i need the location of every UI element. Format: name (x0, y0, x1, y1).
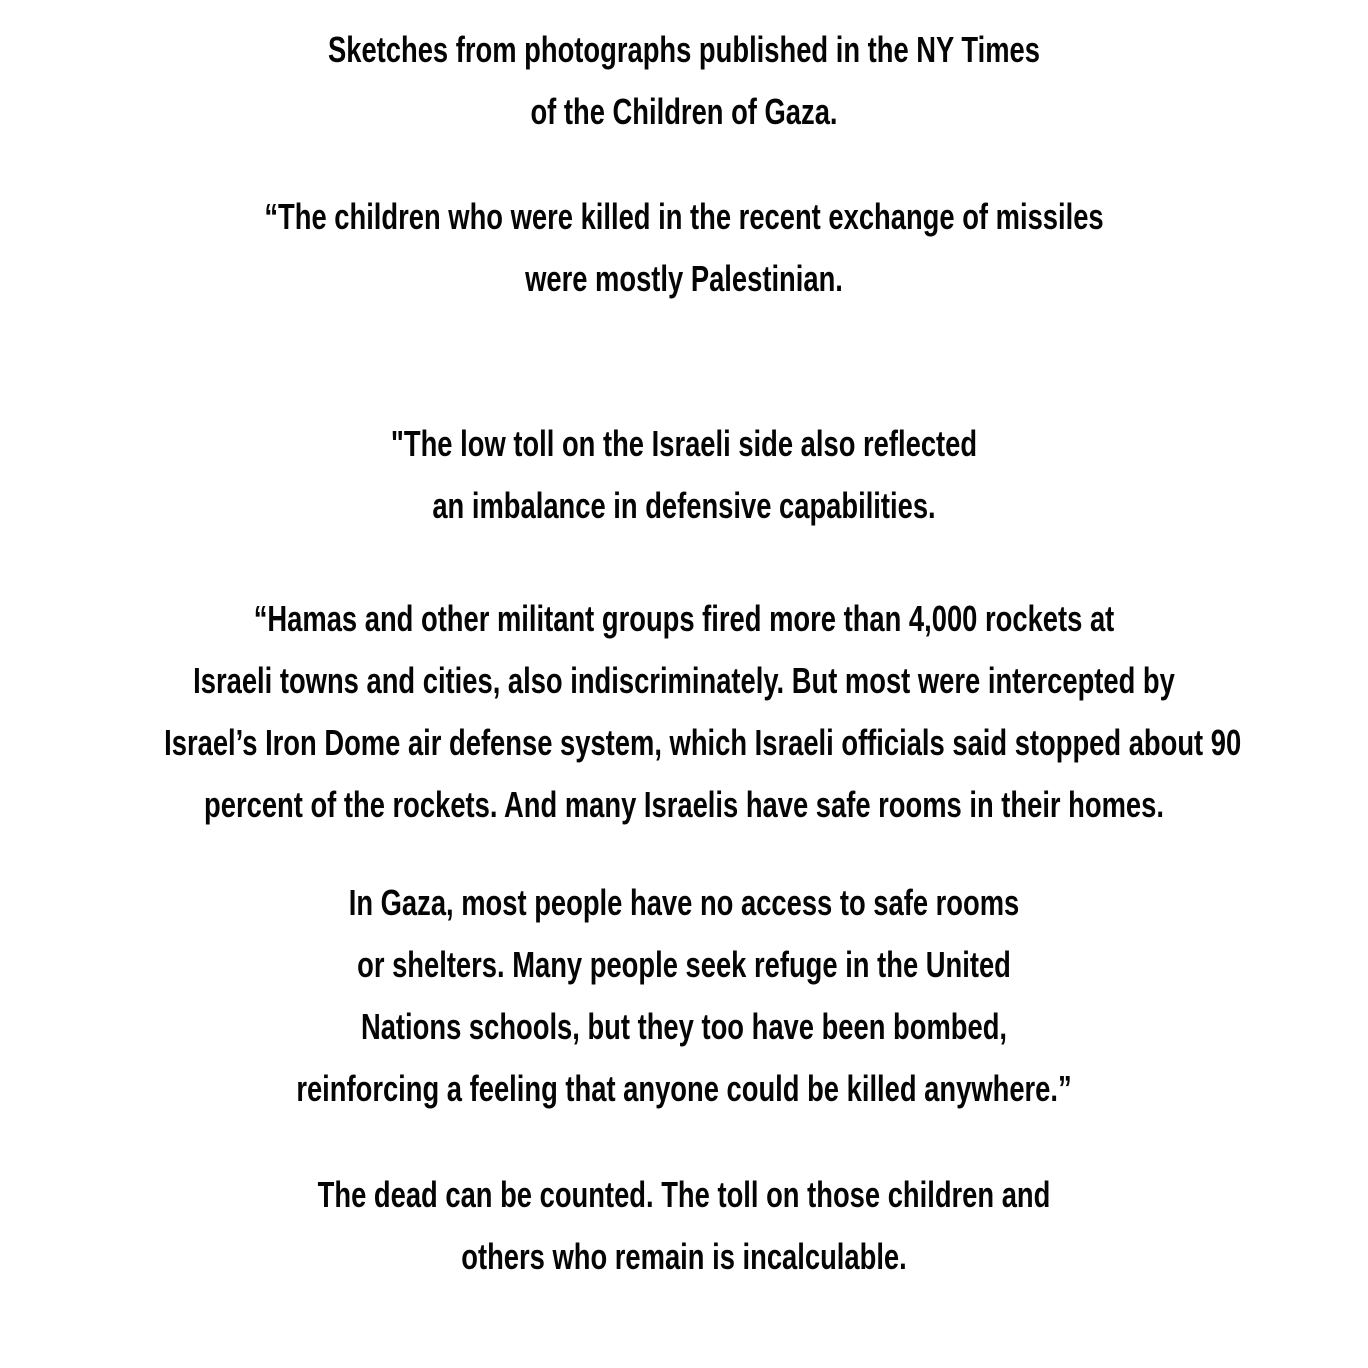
paragraph-closing (164, 1164, 1204, 1288)
paragraph-line: Sketches from photographs published in the NY Times (327, 29, 1040, 70)
paragraph-line: “The children who were killed in the recent exchange of missiles (264, 196, 1104, 237)
paragraph-line: others who remain is incalculable. (461, 1236, 907, 1277)
paragraph-line: or shelters. Many people seek refuge in the United (357, 944, 1011, 985)
paragraph-line: In Gaza, most people have no access to safe rooms (348, 882, 1020, 923)
paragraph-line: "The low toll on the Israeli side also reflected (390, 423, 978, 464)
paragraph-line: of the Children of Gaza. (530, 91, 838, 132)
paragraph-line: Israel’s Iron Dome air defense system, which Israeli officials said stopped about 90 (164, 722, 1242, 763)
paragraph-line: Israeli towns and cities, also indiscriminately. But most were intercepted by (193, 660, 1175, 701)
paragraph-line: an imbalance in defensive capabilities. (432, 485, 936, 526)
paragraph-line: percent of the rockets. And many Israelis have safe rooms in their homes. (204, 784, 1164, 825)
paragraph-line: “Hamas and other militant groups fired more than 4,000 rockets at (253, 598, 1115, 639)
paragraph-quote-children (164, 186, 1204, 310)
text-block (164, 19, 1242, 1288)
paragraph-intro (164, 19, 1204, 143)
paragraph-quote-gaza-shelters (164, 872, 1204, 1120)
paragraph-line: The dead can be counted. The toll on those children and (317, 1174, 1051, 1215)
paragraph-quote-low-toll (164, 413, 1204, 537)
paragraph-quote-hamas-rockets (164, 588, 1242, 836)
paragraph-line: were mostly Palestinian. (525, 258, 843, 299)
paragraph-line: Nations schools, but they too have been bombed, (360, 1006, 1008, 1047)
paragraph-line: reinforcing a feeling that anyone could be killed anywhere.” (296, 1068, 1072, 1109)
